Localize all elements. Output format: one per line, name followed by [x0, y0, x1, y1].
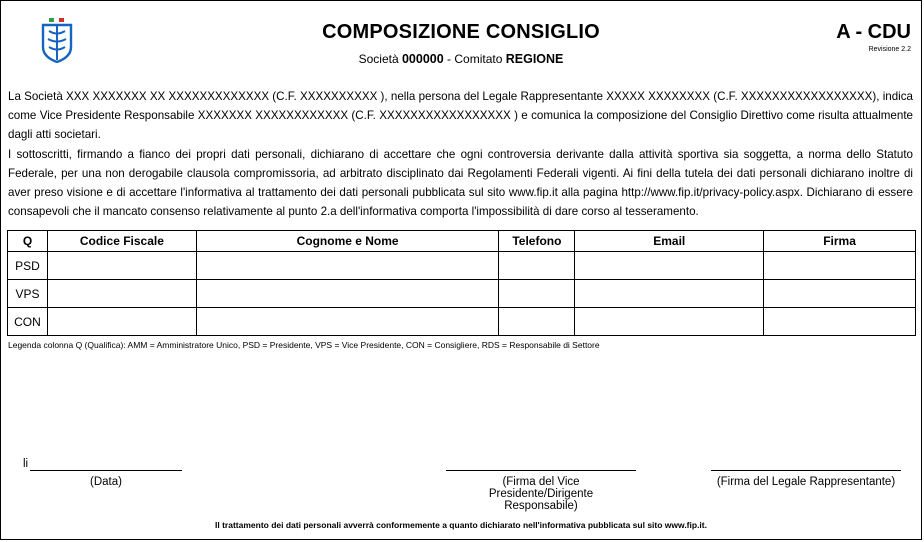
codice-fiscale-cell[interactable]: [47, 280, 196, 308]
codice-fiscale-cell[interactable]: [47, 308, 196, 336]
page-title: COMPOSIZIONE CONSIGLIO: [322, 21, 600, 43]
col-header-codice-fiscale: Codice Fiscale: [47, 231, 196, 252]
comitato-label: - Comitato: [447, 52, 503, 66]
firma-cell[interactable]: [764, 280, 916, 308]
cognome-nome-cell[interactable]: [196, 252, 499, 280]
vp-caption-line3: Responsabile): [504, 500, 578, 512]
email-cell[interactable]: [575, 280, 764, 308]
form-code: A - CDU: [836, 21, 911, 43]
col-header-email: Email: [575, 231, 764, 252]
vp-caption-line1: (Firma del Vice: [502, 476, 580, 488]
email-cell[interactable]: [575, 308, 764, 336]
cognome-nome-cell[interactable]: [196, 280, 499, 308]
firma-cell[interactable]: [764, 308, 916, 336]
legal-signature-line[interactable]: [711, 470, 901, 471]
col-header-q: Q: [8, 231, 48, 252]
vp-signature-caption: [446, 476, 636, 512]
qualifica-legend: Legenda colonna Q (Qualifica): AMM = Amministratore Unico, PSD = Presidente, VPS = Vice Presidente, CON = Consigliere, RDS = Responsabile di Settore: [8, 340, 600, 350]
cognome-nome-cell[interactable]: [196, 308, 499, 336]
privacy-footer: Il trattamento dei dati personali avverrà conformemente a quanto dichiarato nell'informativa pubblicata sul sito www.fip.it.: [215, 520, 707, 530]
subtitle: [1, 52, 921, 66]
telefono-cell[interactable]: [499, 252, 575, 280]
qualifica-cell: CON: [8, 308, 48, 336]
date-line[interactable]: [30, 470, 182, 471]
codice-fiscale-cell[interactable]: [47, 252, 196, 280]
societa-label: Società: [358, 52, 399, 66]
col-header-firma: Firma: [764, 231, 916, 252]
vp-caption-line2: Presidente/Dirigente: [488, 488, 594, 500]
vp-signature-line[interactable]: [446, 470, 636, 471]
revision-label: Revisione 2.2: [868, 46, 911, 53]
firma-cell[interactable]: [764, 252, 916, 280]
societa-code: 000000: [401, 52, 444, 66]
date-caption: (Data): [90, 476, 122, 488]
telefono-cell[interactable]: [499, 280, 575, 308]
table-row: [8, 280, 916, 308]
qualifica-cell: VPS: [8, 280, 48, 308]
qualifica-cell: PSD: [8, 252, 48, 280]
place-prefix: li: [23, 458, 29, 470]
consent-paragraph: I sottoscritti, firmando a fianco dei propri dati personali, dichiarano di accettare che ogni controversia derivante dalla attività sportiva sia soggetta, a norma dello Statuto Federale, per una non derogabile clausola compromissoria, ad arbitrato disciplinato dai Regolamenti Federali vigenti. Ai fini della tutela dei dati personali dichiarano inoltre di aver preso visione e di accettare l'informativa al trattamento dei dati personali pubblicata sul sito www.fip.it alla pagina http://www.fip.it/privacy-policy.aspx. Dichiarano di essere consapevoli che il mancato consenso relativamente al punto 2.a dell'informativa comporta l'impossibilità di dare corso al tesseramento.: [8, 148, 913, 218]
telefono-cell[interactable]: [499, 308, 575, 336]
table-header-row: [8, 231, 916, 252]
table-row: [8, 252, 916, 280]
col-header-cognome-nome: Cognome e Nome: [196, 231, 499, 252]
email-cell[interactable]: [575, 252, 764, 280]
council-table: [7, 230, 916, 336]
table-row: [8, 308, 916, 336]
intro-paragraph: La Società XXX XXXXXXX XX XXXXXXXXXXXXX (C.F. XXXXXXXXXX ), nella persona del Legale Rappresentante XXXXX XXXXXXXX (C.F. XXXXXXXXXXXXXXXXX), indica come Vice Presidente Responsabile XXXXXXX XXXXXXXXXXXX (C.F. XXXXXXXXXXXXXXXXX ) e comunica la composizione del Consiglio Direttivo come risulta attualmente dagli atti societari.: [8, 90, 913, 141]
comitato-value: REGIONE: [505, 52, 564, 66]
legal-signature-caption: (Firma del Legale Rappresentante): [716, 476, 896, 488]
col-header-telefono: Telefono: [499, 231, 575, 252]
